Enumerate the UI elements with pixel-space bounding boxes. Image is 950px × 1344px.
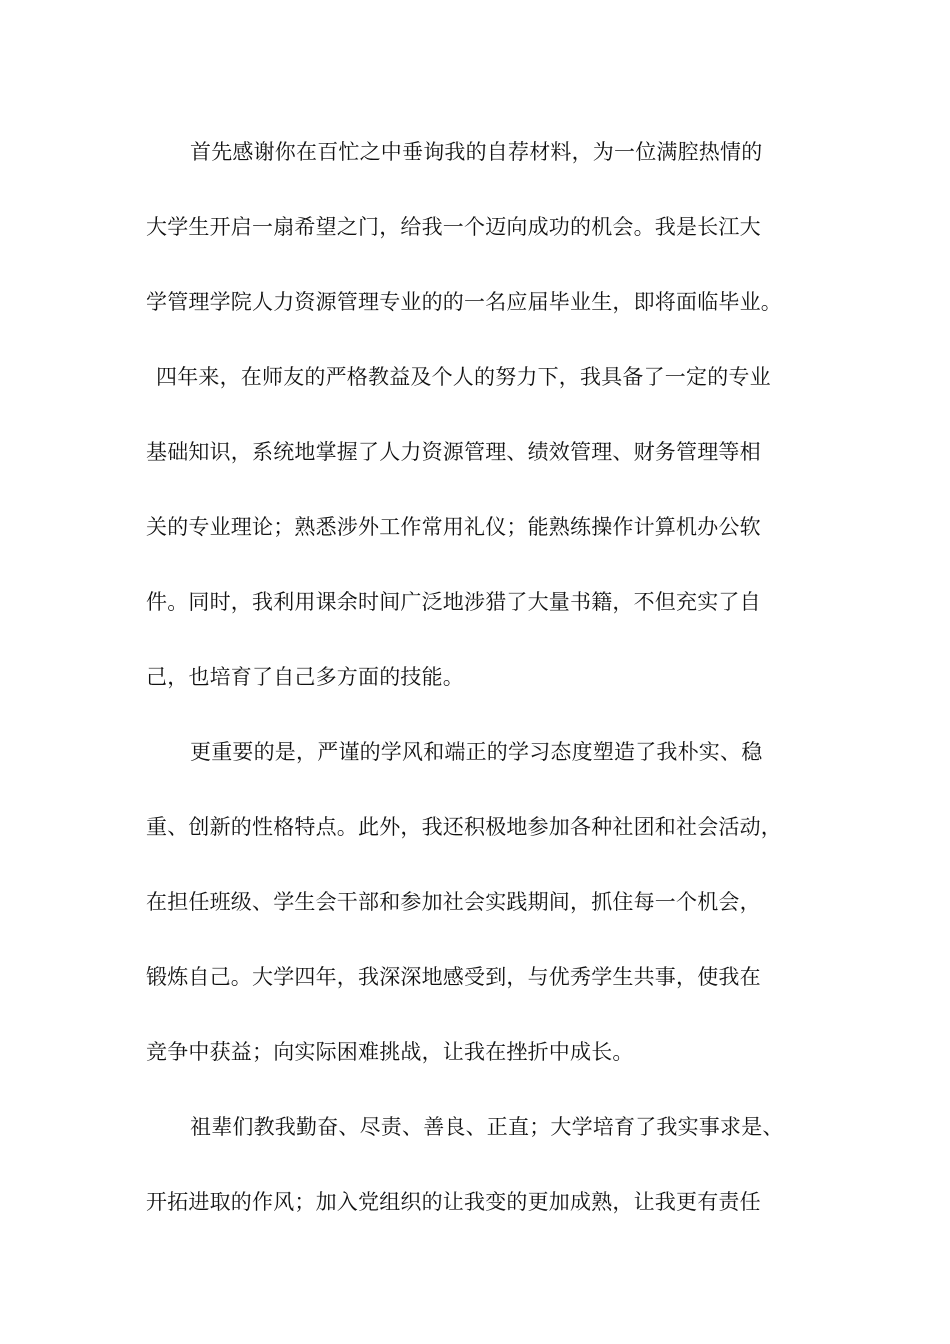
paragraph-1-line-1: 首先感谢你在百忙之中垂询我的自荐材料，为一位满腔热情的 xyxy=(190,140,763,164)
paragraph-3-line-1: 祖辈们教我勤奋、尽责、善良、正直；大学培育了我实事求是、 xyxy=(190,1115,784,1139)
paragraph-3-line-2: 开拓进取的作风；加入党组织的让我变的更加成熟，让我更有责任 xyxy=(146,1190,761,1214)
paragraph-1-line-8: 己，也培育了自己多方面的技能。 xyxy=(146,665,464,689)
paragraph-1-line-2: 大学生开启一扇希望之门，给我一个迈向成功的机会。我是长江大 xyxy=(146,215,761,239)
paragraph-2-line-1: 更重要的是，严谨的学风和端正的学习态度塑造了我朴实、稳 xyxy=(190,740,763,764)
paragraph-1-line-4: 四年来，在师友的严格教益及个人的努力下，我具备了一定的专业 xyxy=(156,365,771,389)
paragraph-2-line-2: 重、创新的性格特点。此外，我还积极地参加各种社团和社会活动， xyxy=(146,815,782,839)
paragraph-1-line-5: 基础知识，系统地掌握了人力资源管理、绩效管理、财务管理等相 xyxy=(146,440,761,464)
paragraph-2-line-5: 竞争中获益；向实际困难挑战，让我在挫折中成长。 xyxy=(146,1040,634,1064)
paragraph-1-line-3: 学管理学院人力资源管理专业的的一名应届毕业生，即将面临毕业。 xyxy=(146,290,782,314)
paragraph-2-line-3: 在担任班级、学生会干部和参加社会实践期间，抓住每一个机会， xyxy=(146,890,761,914)
paragraph-1-line-7: 件。同时，我利用课余时间广泛地涉猎了大量书籍，不但充实了自 xyxy=(146,590,761,614)
paragraph-2-line-4: 锻炼自己。大学四年，我深深地感受到，与优秀学生共事，使我在 xyxy=(146,965,761,989)
paragraph-1-line-6: 关的专业理论；熟悉涉外工作常用礼仪；能熟练操作计算机办公软 xyxy=(146,515,761,539)
